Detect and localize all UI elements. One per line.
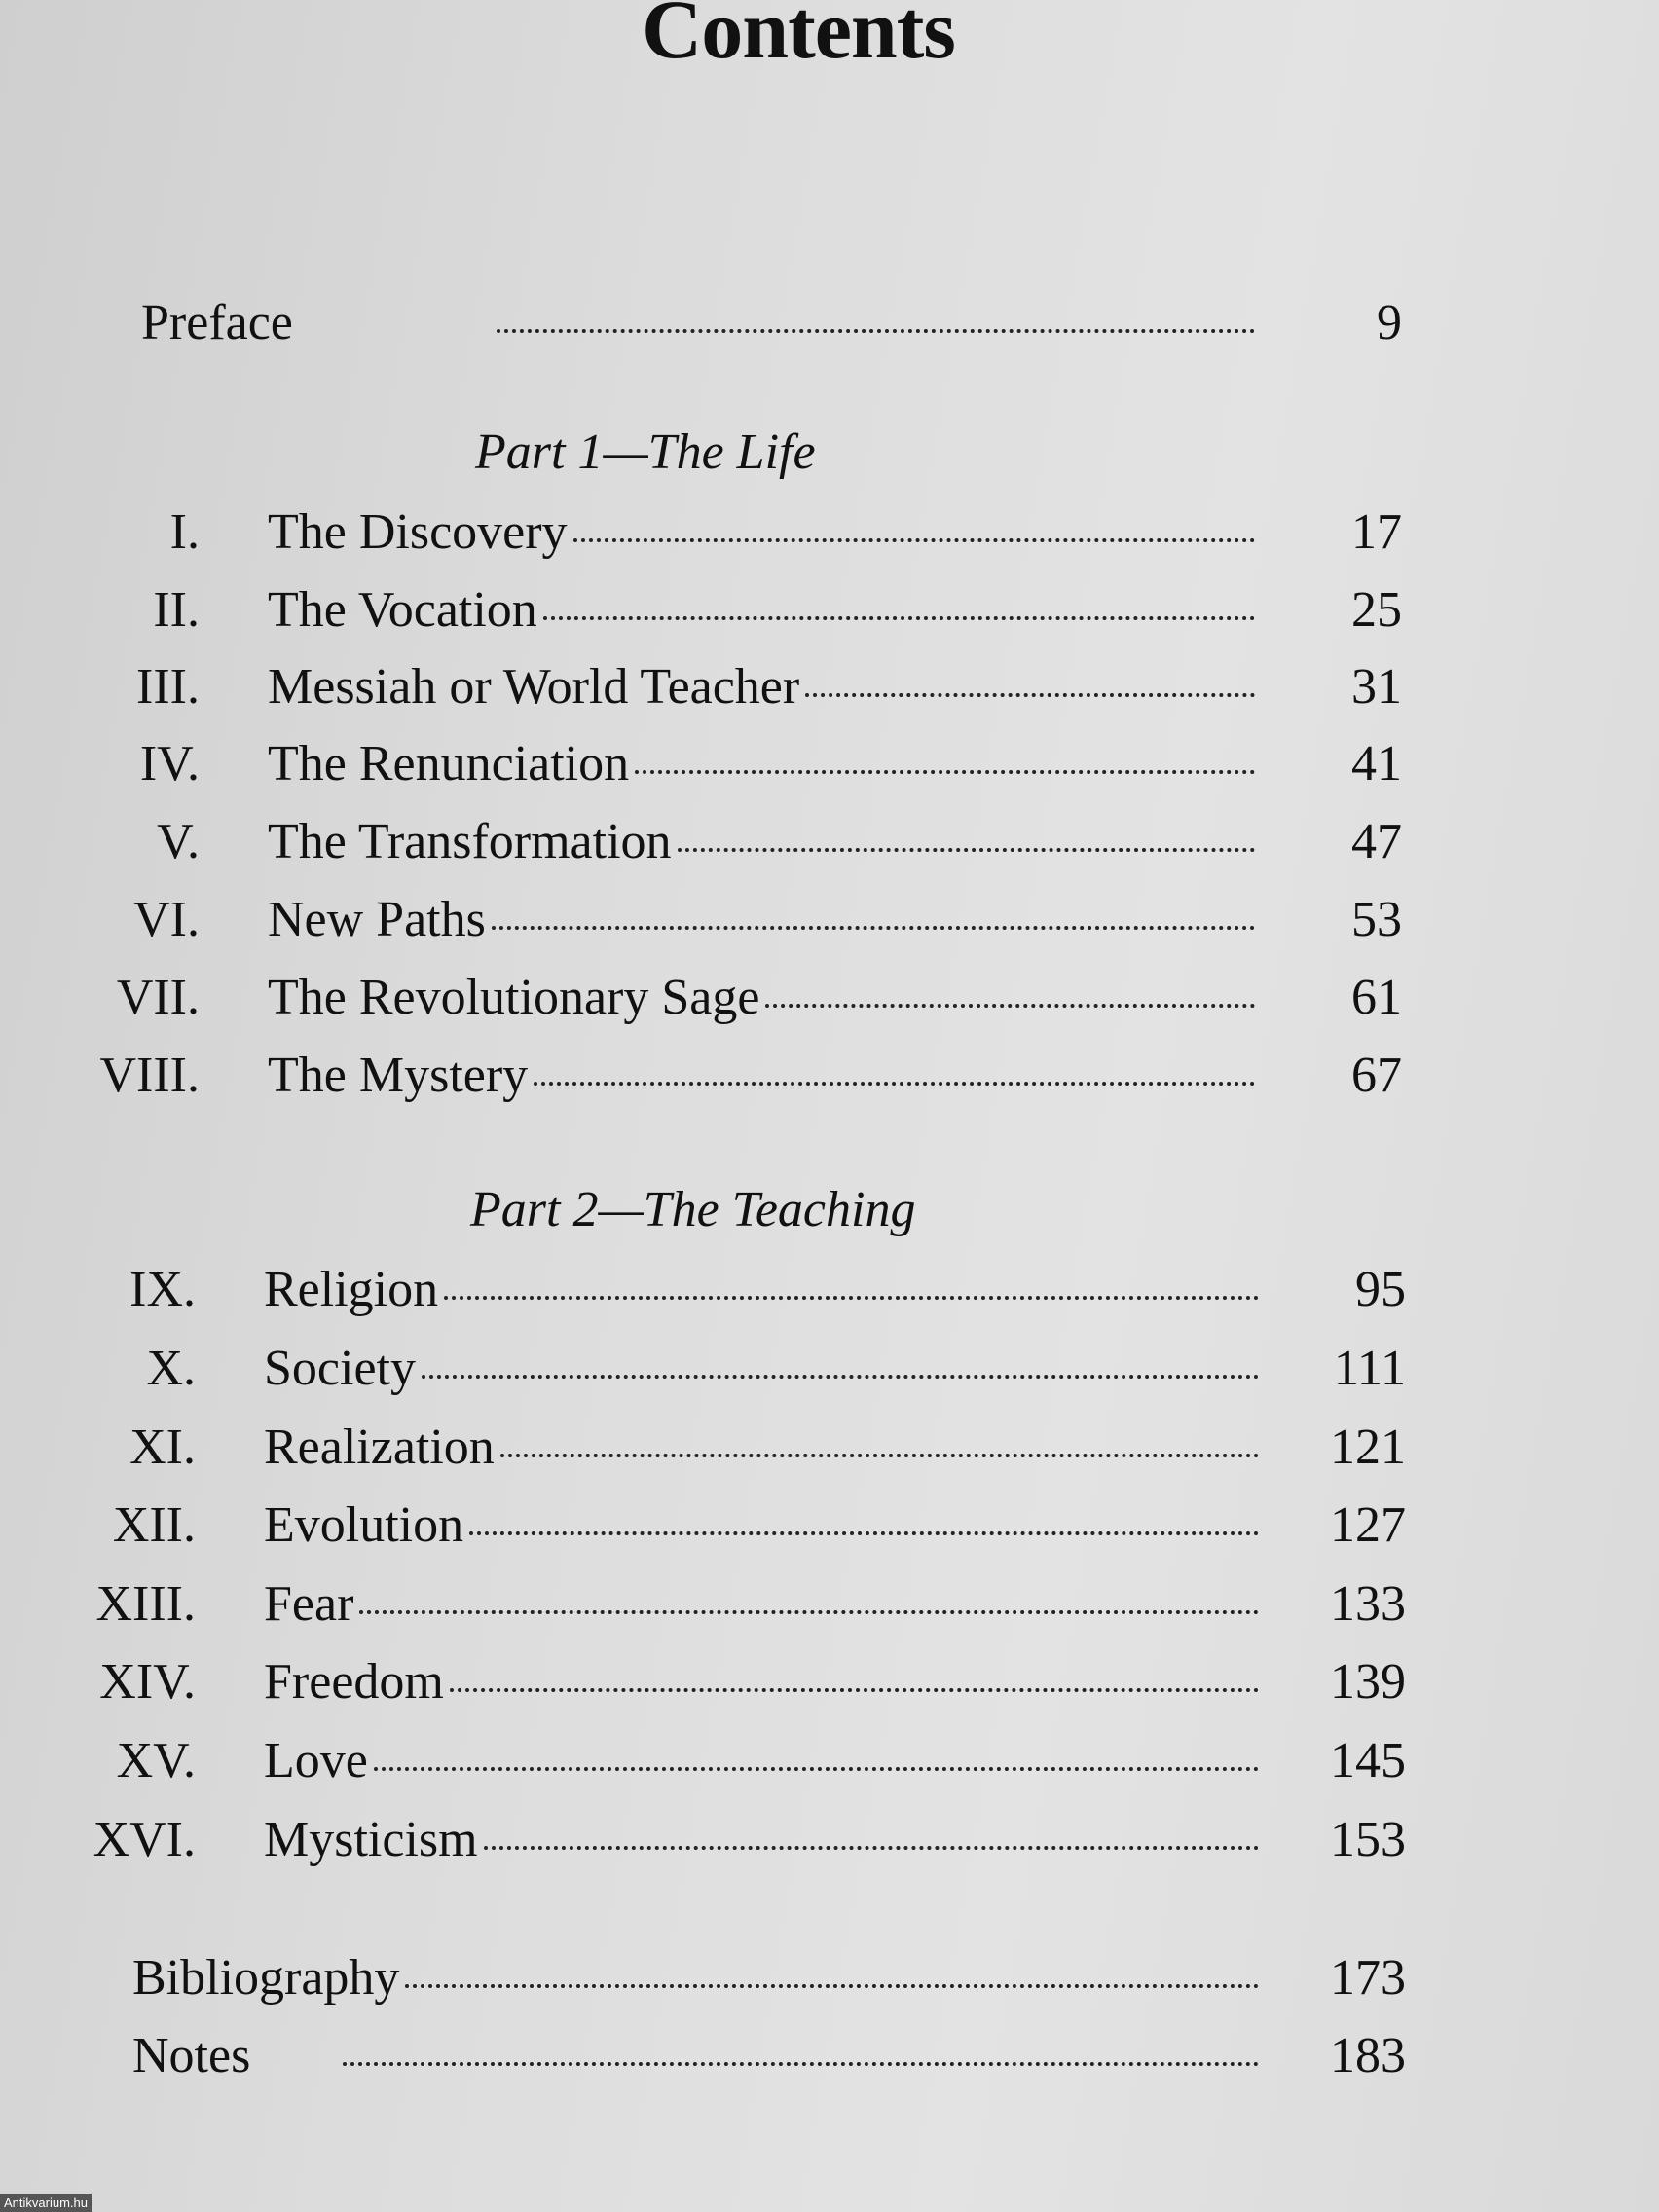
- entry-label: Religion: [264, 1262, 439, 1317]
- chapter-number: XII.: [112, 1497, 196, 1553]
- page-number: 9: [1377, 295, 1402, 350]
- part-1-heading: Part 1—The Life: [475, 424, 816, 480]
- chapter-number: II.: [153, 582, 200, 638]
- dot-leader: [573, 538, 1255, 542]
- dot-leader: [492, 926, 1255, 930]
- entry-label: The Renunciation: [268, 736, 630, 792]
- page-number: 61: [1351, 970, 1402, 1025]
- page-number: 67: [1351, 1048, 1402, 1103]
- entry-label: Mysticism: [264, 1812, 478, 1867]
- chapter-number: XI.: [129, 1419, 196, 1475]
- dot-leader: [405, 1984, 1259, 1988]
- page-title: Contents: [642, 0, 955, 76]
- dot-leader: [422, 1375, 1259, 1379]
- page-number: 153: [1330, 1812, 1406, 1867]
- toc-entry-chapter-14[interactable]: [0, 1648, 1406, 1716]
- chapter-number: IX.: [129, 1262, 196, 1317]
- chapter-number: XIII.: [95, 1576, 196, 1632]
- toc-entry-chapter-7[interactable]: [0, 964, 1402, 1032]
- dot-leader: [359, 1610, 1259, 1614]
- dot-leader: [678, 848, 1255, 852]
- page-number: 133: [1330, 1576, 1406, 1632]
- toc-entry-chapter-4[interactable]: [0, 730, 1402, 798]
- entry-label: Fear: [264, 1576, 354, 1632]
- toc-entry-chapter-2[interactable]: [0, 576, 1402, 645]
- entry-label: The Revolutionary Sage: [268, 970, 760, 1025]
- dot-leader: [765, 1004, 1255, 1008]
- page-number: 183: [1330, 2028, 1406, 2083]
- chapter-number: VII.: [116, 970, 200, 1025]
- entry-label: New Paths: [268, 892, 486, 947]
- page-number: 53: [1351, 892, 1402, 947]
- toc-entry-chapter-6[interactable]: [0, 886, 1402, 954]
- chapter-number: XV.: [116, 1733, 196, 1788]
- dot-leader: [500, 1454, 1259, 1457]
- page-number: 127: [1330, 1497, 1406, 1553]
- entry-label: The Discovery: [268, 504, 568, 560]
- entry-label: Preface: [141, 295, 293, 350]
- toc-entry-chapter-3[interactable]: [0, 653, 1402, 721]
- chapter-number: X.: [146, 1341, 196, 1396]
- chapter-number: V.: [157, 814, 200, 869]
- chapter-number: XIV.: [99, 1654, 196, 1710]
- entry-label: The Transformation: [268, 814, 672, 869]
- toc-entry-chapter-5[interactable]: [0, 808, 1402, 876]
- page-number: 41: [1351, 736, 1402, 792]
- page-number: 47: [1351, 814, 1402, 869]
- page-number: 173: [1330, 1950, 1406, 2006]
- chapter-number: I.: [169, 504, 200, 560]
- chapter-number: XVI.: [92, 1812, 196, 1867]
- page-number: 17: [1351, 504, 1402, 560]
- page-number: 121: [1330, 1419, 1406, 1475]
- entry-label: Evolution: [264, 1497, 464, 1553]
- dot-leader: [534, 1082, 1255, 1086]
- entry-label: Notes: [132, 2028, 251, 2083]
- dot-leader: [805, 693, 1255, 697]
- page-number: 31: [1351, 659, 1402, 715]
- toc-entry-chapter-13[interactable]: [0, 1570, 1406, 1639]
- dot-leader: [374, 1767, 1259, 1771]
- watermark: Antikvarium.hu: [0, 2194, 92, 2212]
- part-2-heading: Part 2—The Teaching: [470, 1182, 916, 1237]
- toc-entry-chapter-9[interactable]: [0, 1256, 1406, 1324]
- page-number: 25: [1351, 582, 1402, 638]
- toc-entry-chapter-11[interactable]: [0, 1414, 1406, 1482]
- page-number: 111: [1333, 1341, 1406, 1396]
- entry-label: The Vocation: [268, 582, 537, 638]
- toc-entry-notes[interactable]: [132, 2022, 1406, 2090]
- dot-leader: [444, 1296, 1259, 1300]
- dot-leader: [635, 770, 1255, 774]
- entry-label: Realization: [264, 1419, 495, 1475]
- page-number: 139: [1330, 1654, 1406, 1710]
- toc-entry-chapter-10[interactable]: [0, 1335, 1406, 1403]
- toc-entry-bibliography[interactable]: [132, 1944, 1406, 2012]
- dot-leader: [343, 2062, 1259, 2066]
- chapter-number: III.: [136, 659, 200, 715]
- toc-entry-chapter-1[interactable]: [0, 498, 1402, 567]
- entry-label: Messiah or World Teacher: [268, 659, 800, 715]
- dot-leader: [543, 616, 1255, 620]
- dot-leader: [484, 1846, 1259, 1850]
- chapter-number: IV.: [139, 736, 200, 792]
- page-number: 145: [1330, 1733, 1406, 1788]
- toc-entry-chapter-16[interactable]: [0, 1806, 1406, 1874]
- dot-leader: [469, 1531, 1259, 1535]
- entry-label: Bibliography: [132, 1950, 400, 2006]
- chapter-number: VIII.: [99, 1048, 200, 1103]
- entry-label: Freedom: [264, 1654, 444, 1710]
- page-number: 95: [1355, 1262, 1406, 1317]
- dot-leader: [497, 329, 1255, 333]
- toc-entry-chapter-8[interactable]: [0, 1042, 1402, 1110]
- dot-leader: [450, 1688, 1259, 1692]
- toc-entry-preface[interactable]: [141, 289, 1402, 357]
- toc-entry-chapter-12[interactable]: [0, 1492, 1406, 1560]
- entry-label: Love: [264, 1733, 368, 1788]
- chapter-number: VI.: [133, 892, 200, 947]
- entry-label: Society: [264, 1341, 416, 1396]
- entry-label: The Mystery: [268, 1048, 529, 1103]
- toc-entry-chapter-15[interactable]: [0, 1727, 1406, 1795]
